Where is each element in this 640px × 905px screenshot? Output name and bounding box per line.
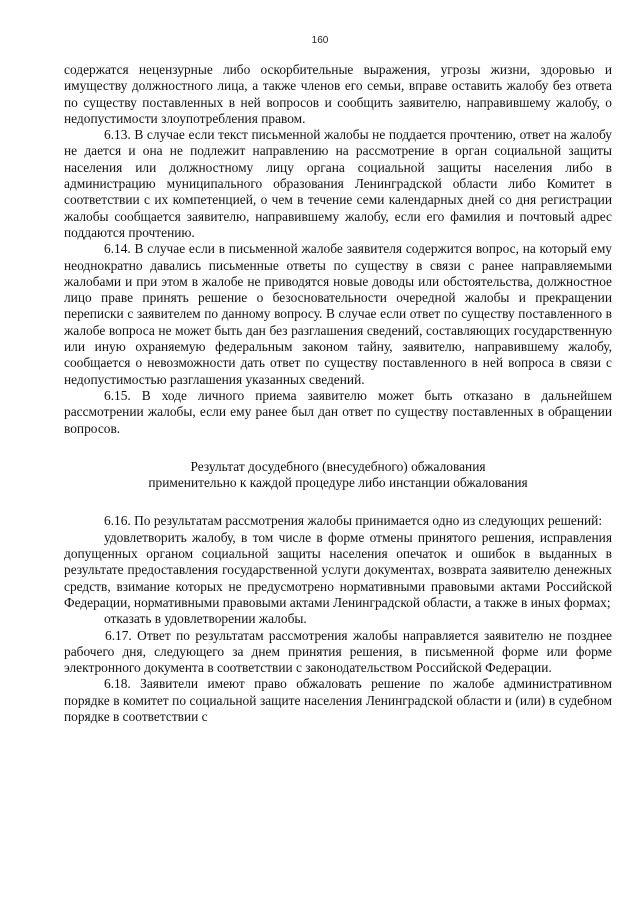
document-body xyxy=(64,62,612,725)
paragraph-6-16: 6.16. По результатам рассмотрения жалобы принимается одно из следующих решений: xyxy=(104,513,603,529)
paragraph-6-15: 6.15. В ходе личного приема заявителю может быть отказано в дальнейшем рассмотрении жалобы, если ему ранее был дан ответ по существу поставленных в обращении вопросов. xyxy=(64,387,612,436)
paragraph-6-18: 6.18. Заявители имеют право обжаловать решение по жалобе административном порядке в комитет по социальной защите населения Ленинградской области и (или) в судебном порядке в соответствии с xyxy=(64,676,612,724)
paragraph-6-16-option-refuse: отказать в удовлетворении жалобы. xyxy=(104,611,307,627)
section-heading-line-2: применительно к каждой процедуре либо инстанции обжалования xyxy=(148,475,528,491)
page-number: 160 xyxy=(311,35,329,46)
paragraph-continuation: содержатся нецензурные либо оскорбительные выражения, угрозы жизни, здоровью и имуществу должностного лица, а также членов его семьи, вправе оставить жалобу без ответа по существу поставленных в ней вопросов и сообщить заявителю, направившему жалобу, о недопустимости злоупотребления правом. xyxy=(64,62,612,126)
paragraph-6-13: 6.13. В случае если текст письменной жалобы не поддается прочтению, ответ на жалобу не дается и она не подлежит направлению на рассмотрение в орган социальной защиты населения или должностному лицу органа социальной защиты населения либо в администрацию муниципального образования Ленинградской области либо Комитет в соответствии с их компетенцией, о чем в течение семи календарных дней со дня регистрации жалобы сообщается заявителю, направившему жалобу, если его фамилия и почтовый адрес поддаются прочтению. xyxy=(64,127,612,240)
section-heading-line-1: Результат досудебного (внесудебного) обжалования xyxy=(190,458,486,474)
paragraph-6-16-option-satisfy: удовлетворить жалобу, в том числе в форме отмены принятого решения, исправления допущенных органом социальной защиты населения опечаток и ошибок в выданных в результате предоставления государственной услуги документах, возврата заявителю денежных средств, взимание которых не предусмотрено нормативными правовыми актами Российской Федерации, нормативными правовыми актами Ленинградской области, а также в иных формах; xyxy=(64,529,612,610)
paragraph-6-17: 6.17. Ответ по результатам рассмотрения жалобы направляется заявителю не позднее рабочего дня, следующего за днем принятия решения, в письменной форме или форме электронного документа в соответствии с законодательством Российской Федерации. xyxy=(64,627,612,676)
paragraph-6-14: 6.14. В случае если в письменной жалобе заявителя содержится вопрос, на который ему неоднократно давались письменные ответы по существу в связи с ранее направляемыми жалобами и при этом в жалобе не приводятся новые доводы или обстоятельства, должностное лицо праве принять решение о безосновательности очередной жалобы и прекращении переписки с заявителем по данному вопросу. В случае если ответ по существу поставленного в жалобе вопроса не может быть дан без разглашения сведений, составляющих государственную или иную охраняемую федеральным законом тайну, заявителю, направившему жалобу, сообщается о невозможности дать ответ по существу поставленного в ней вопроса в связи с недопустимостью разглашения указанных сведений. xyxy=(64,241,612,387)
